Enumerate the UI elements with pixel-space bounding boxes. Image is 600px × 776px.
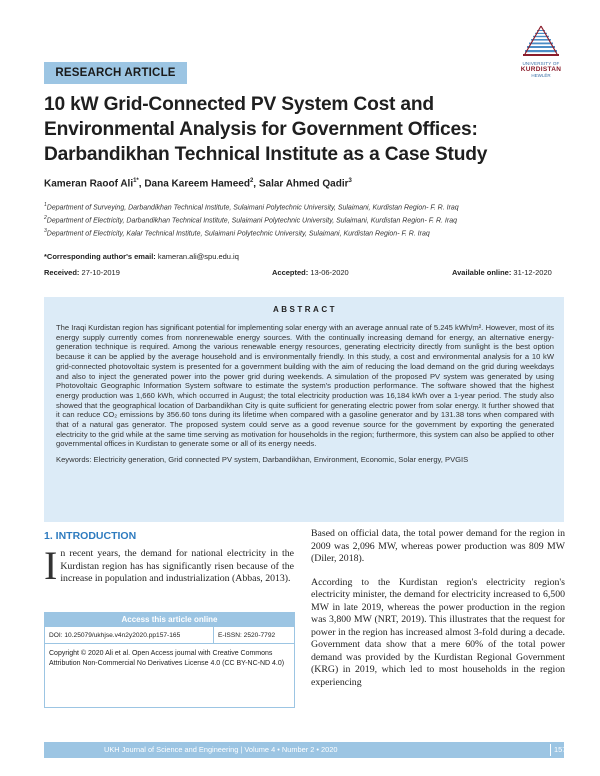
intro-column-2 bbox=[311, 528, 565, 700]
affiliation bbox=[44, 228, 430, 237]
author-sep: , bbox=[253, 178, 259, 190]
affiliation bbox=[44, 202, 459, 211]
author-sup: 2 bbox=[249, 178, 254, 184]
copyright-notice: Copyright © 2020 Ali et al. Open Access journal with Creative Commons Attribution Non-Commercial No Derivatives License 4.0 (CC BY-NC-ND 4.0) bbox=[49, 650, 285, 667]
abstract-heading: ABSTRACT bbox=[273, 305, 337, 314]
intro-paragraph: According to the Kurdistan region's electricity region's electricity minister, the demand for electricity increased to 6,500 MW in late 2019, whereas the power production in the region was 3,800 MW (NRT, 2019). This illustrates that the request for power in the region has increased almost 3-fold during a decade. Government data show that a mere 60% of the total power demand was provided by the Kurdistan Regional Government (KRG) in 2019, which led to most households in the region experiencing bbox=[311, 576, 565, 688]
online-label: Available online: bbox=[452, 268, 512, 277]
received-date bbox=[44, 268, 120, 277]
intro-paragraph: Based on official data, the total power demand for the region in 2009 was 2,096 MW, whereas power production was 809 MW (Diler, 2018). bbox=[311, 528, 565, 564]
author-name[interactable]: Dana Kareem Hameed bbox=[144, 178, 250, 190]
access-info-box bbox=[44, 612, 295, 708]
author-sup: 1* bbox=[133, 178, 139, 184]
article-type-banner: RESEARCH ARTICLE bbox=[44, 62, 187, 84]
accepted-date bbox=[272, 268, 349, 277]
section-heading: 1. INTRODUCTION bbox=[44, 530, 137, 542]
affiliation bbox=[44, 215, 457, 224]
abstract-box bbox=[44, 297, 564, 522]
received-label: Received: bbox=[44, 268, 80, 277]
logo-line-2: KURDISTAN bbox=[520, 66, 562, 73]
affiliation-text: Department of Surveying, Darbandikhan Technical Institute, Sulaimani Polytechnic University, Sulaimani, Kurdistan Region- F. R. Iraq bbox=[46, 204, 459, 212]
university-logo bbox=[510, 24, 572, 90]
issn: E-ISSN: 2520-7792 bbox=[218, 631, 276, 639]
university-logo-icon bbox=[521, 24, 561, 60]
affiliation-num: 2 bbox=[44, 215, 47, 221]
drop-cap: I bbox=[44, 543, 58, 588]
intro-column-1 bbox=[44, 543, 294, 588]
footer-journal: UKH Journal of Science and Engineering | Volume 4 • Number 2 • 2020 bbox=[104, 745, 338, 754]
received-value: 27-10-2019 bbox=[81, 268, 120, 277]
online-date bbox=[452, 268, 552, 277]
author-list bbox=[44, 178, 352, 189]
affiliation-text: Department of Electricity, Kalar Technical Institute, Sulaimani Polytechnic University, Sulaimani, Kurdistan Region- F. R. Iraq bbox=[46, 230, 430, 238]
access-info-row bbox=[45, 627, 294, 644]
author-name[interactable]: Salar Ahmed Qadir bbox=[258, 178, 349, 190]
footer-divider bbox=[550, 744, 551, 756]
page-footer bbox=[44, 742, 567, 758]
author-sep: , bbox=[138, 178, 145, 190]
author-sup: 3 bbox=[348, 178, 352, 184]
affiliation-num: 3 bbox=[44, 228, 47, 234]
corresponding-author bbox=[44, 252, 239, 261]
corresponding-label: *Corresponding author's email: bbox=[44, 252, 156, 261]
author-name[interactable]: Kameran Raoof Ali bbox=[44, 178, 134, 190]
intro-paragraph: n recent years, the demand for national electricity in the Kurdistan region has has significantly risen because of the increase in population and industrialization (Abbas, 2013). bbox=[60, 548, 294, 584]
corresponding-email[interactable]: kameran.ali@spu.edu.iq bbox=[157, 252, 239, 261]
accepted-label: Accepted: bbox=[272, 268, 309, 277]
affiliation-text: Department of Electricity, Darbandikhan Technical Institute, Sulaimani Polytechnic University, Sulaimani, Kurdistan Region- F. R. Iraq bbox=[46, 217, 457, 225]
abstract-text: The Iraqi Kurdistan region has significant potential for implementing solar energy with an average annual rate of 5.245 kWh/m². However, most of its energy supply currently comes from nonrenewable energy sources. With the continually increasing demand for energy, an alternative energy-generation technique is required. Among the various renewable energy resources, generating electricity directly from sunlight is the best option because it can be applied by the average household and is environmentally friendly. In this study, a cost and environmental analysis for a 10 kW grid-connected photovoltaic system is presented for a government building with the aim of reducing the load demand on the grid during weekdays and also to inject the generated power into the power grid during weekends. A simulation of the proposed PV system was generated by using Photovoltaic Geographic Information System software to estimate the system's production performance. The software showed that the highest energy production was 1,660 kWh, which occurred in August; the total electricity production was 16,184 kWh over a 1-year period. The study also showed that the geographical location of Darbandikhan City is quite sufficient for generating electric power from solar energy. It further showed that it can reduce CO₂ emissions by 356.60 tons during its lifetime when compared with a gasoline generator and by 131.38 tons when compared with that of a natural gas generator. The proposed system could serve as a good revenue source for the government by exporting the generated electricity to the grid while at the same time serving as motivation for households in the region; furthermore, this system can also be applied to other governmental offices in Kurdistan to generate some or all of its energy needs. bbox=[56, 323, 554, 449]
doi-link[interactable]: DOI: 10.25079/ukhjse.v4n2y2020.pp157-165 bbox=[45, 627, 214, 643]
logo-line-3: HEWLÊR bbox=[531, 73, 551, 78]
article-title: 10 kW Grid-Connected PV System Cost and Environmental Analysis for Government Offices: Darbandikhan Technical Institute as a Case Study bbox=[44, 94, 488, 165]
accepted-value: 13-06-2020 bbox=[310, 268, 349, 277]
access-info-heading: Access this article online bbox=[45, 613, 294, 627]
page-number: 157 bbox=[554, 745, 567, 754]
logo-line-1: UNIVERSITY OF bbox=[522, 61, 560, 66]
online-value: 31-12-2020 bbox=[513, 268, 552, 277]
abstract-keywords: Keywords: Electricity generation, Grid connected PV system, Darbandikhan, Environment, Economic, Solar energy, PVGIS bbox=[56, 455, 469, 465]
affiliation-num: 1 bbox=[44, 202, 47, 208]
